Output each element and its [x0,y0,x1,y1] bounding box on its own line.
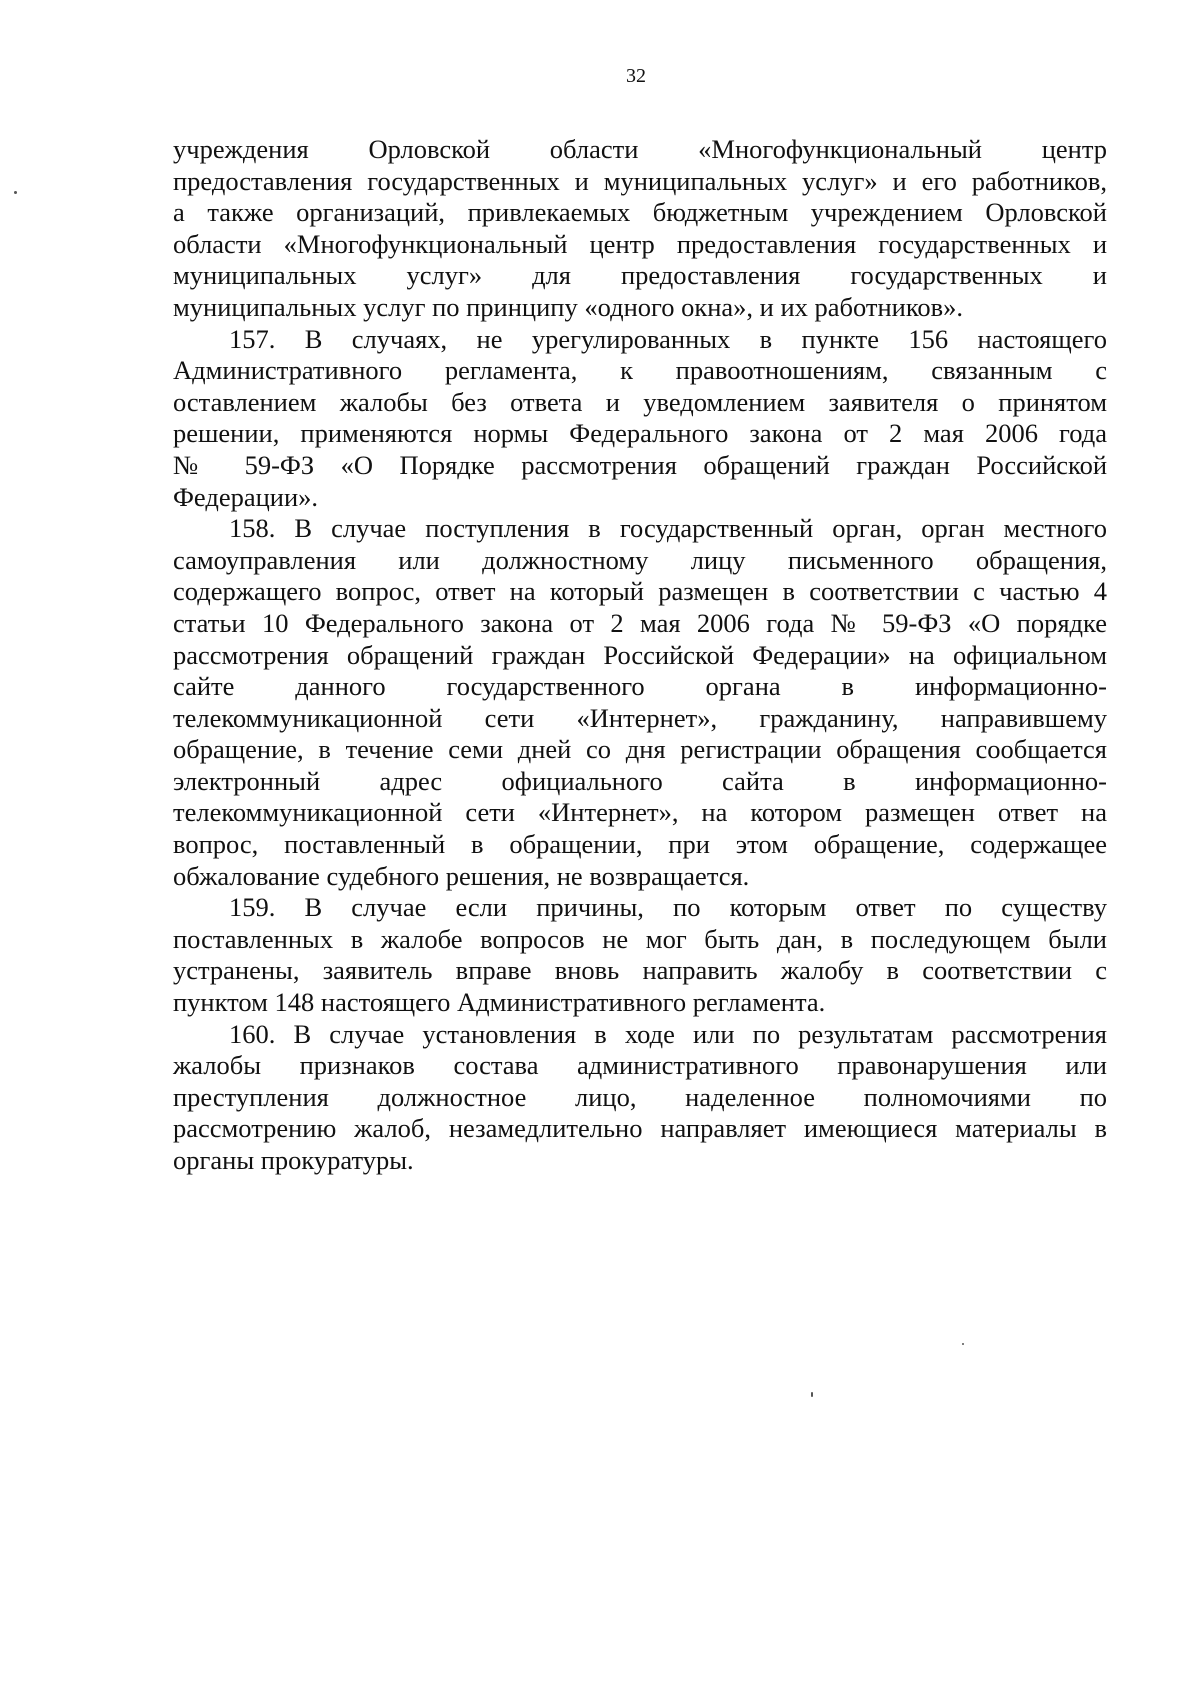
text-line: № 59-ФЗ «О Порядке рассмотрения обращений граждан Российской [173,449,1107,480]
text-line: решении, применяются нормы Федерального закона от 2 мая 2006 года [173,418,1107,449]
text-line: предоставления государственных и муниципальных услуг» и его работников, [173,165,1107,196]
document-body [173,134,1107,1177]
text-line: вопрос, поставленный в обращении, при этом обращение, содержащее [173,829,1107,860]
text-line: обращение, в течение семи дней со дня регистрации обращения сообщается [173,734,1107,765]
text-line: оставлением жалобы без ответа и уведомлением заявителя о принятом [173,386,1107,417]
text-line: сайте данного государственного органа в информационно- [173,671,1107,702]
paragraph-continuation [173,134,1107,324]
text-line: устранены, заявитель вправе вновь направить жалобу в соответствии с [173,955,1107,986]
text-line: муниципальных услуг» для предоставления государственных и [173,260,1107,291]
text-line: области «Многофункциональный центр предоставления государственных и [173,228,1107,259]
text-line: 157. В случаях, не урегулированных в пункте 156 настоящего [229,323,1107,354]
text-line: преступления должностное лицо, наделенное полномочиями по [173,1081,1107,1112]
text-line: Федерации». [173,481,319,512]
text-line: обжалование судебного решения, не возвращается. [173,860,750,891]
text-line: рассмотрения обращений граждан Российской Федерации» на официальном [173,639,1107,670]
text-line: содержащего вопрос, ответ на который размещен в соответствии с частью 4 [173,576,1107,607]
text-line: телекоммуникационной сети «Интернет», гражданину, направившему [173,702,1107,733]
paragraph-157 [173,324,1107,514]
text-line: телекоммуникационной сети «Интернет», на котором размещен ответ на [173,797,1107,828]
text-line: 158. В случае поступления в государственный орган, орган местного [229,513,1107,544]
text-line: самоуправления или должностному лицу письменного обращения, [173,544,1107,575]
page-number: 32 [626,65,646,87]
text-line: органы прокуратуры. [173,1145,414,1175]
text-line: поставленных в жалобе вопросов не мог быть дан, в последующем были [173,923,1107,954]
paragraph-160 [173,1019,1107,1177]
text-line: учреждения Орловской области «Многофункциональный центр [173,134,1107,164]
text-line: статьи 10 Федерального закона от 2 мая 2006 года № 59-ФЗ «О порядке [173,607,1107,638]
text-line: рассмотрению жалоб, незамедлительно направляет имеющиеся материалы в [173,1113,1107,1144]
paragraph-158 [173,513,1107,892]
paragraph-159 [173,892,1107,1018]
text-line: Административного регламента, к правоотношениям, связанным с [173,355,1107,386]
text-line: электронный адрес официального сайта в информационно- [173,765,1107,796]
scan-speck [14,191,17,194]
text-line: жалобы признаков состава административного правонарушения или [173,1050,1107,1081]
text-line: 159. В случае если причины, по которым ответ по существу [229,892,1107,923]
text-line: муниципальных услуг по принципу «одного окна», и их работников». [173,291,964,322]
text-line: 160. В случае установления в ходе или по результатам рассмотрения [229,1018,1107,1049]
text-line: пунктом 148 настоящего Административного регламента. [173,987,826,1018]
text-line: а также организаций, привлекаемых бюджетным учреждением Орловской [173,197,1107,228]
scan-speck [811,1392,813,1397]
scan-speck [962,1343,964,1345]
